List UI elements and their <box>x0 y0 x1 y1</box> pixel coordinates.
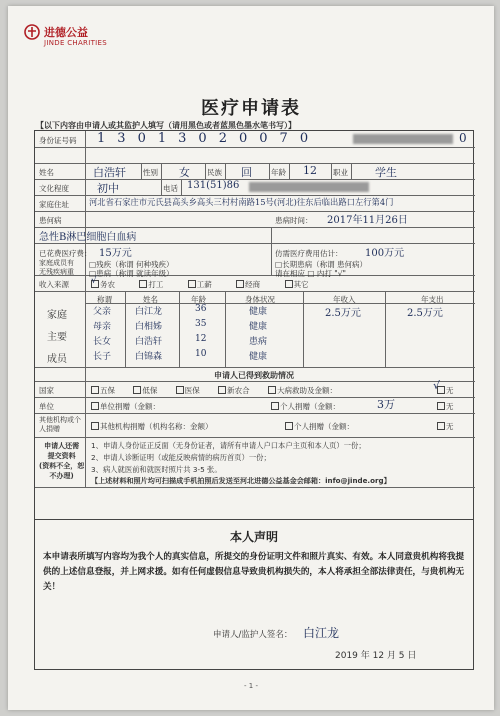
signature-label: 申请人/监护人签名： <box>213 630 293 640</box>
aid-section-title: 申请人已得到救助情况 <box>214 371 294 380</box>
gender-value: 女 <box>179 166 190 179</box>
age-label: 年龄 <box>271 168 286 177</box>
sign-date: 2019 年 12 月 5 日 <box>335 651 417 661</box>
other-none-checkbox[interactable]: 无 <box>437 421 454 432</box>
ethnicity-label: 民族 <box>207 168 222 177</box>
applicant-name: 白浩轩 <box>93 166 126 179</box>
other-personal-checkbox[interactable]: 个人捐赠（金额： <box>285 421 354 432</box>
income-source-label: 收入来源 <box>39 280 69 289</box>
illness-label: 患何病 <box>39 216 62 225</box>
jinde-logo-icon <box>24 24 40 40</box>
illness-value: 急性B淋巴细胞白血病 <box>39 232 137 243</box>
fm-header-expense: 年支出 <box>421 295 444 304</box>
declaration-box <box>34 520 474 670</box>
fm-header-income: 年收入 <box>333 295 356 304</box>
id-number-label: 身份证号码 <box>39 136 77 145</box>
state-none-check-mark: √ <box>433 379 441 392</box>
other-org-checkbox[interactable]: 其他机构捐赠（机构名称：金额） <box>91 421 213 432</box>
onset-label: 患病时间： <box>275 216 313 225</box>
disabled-option[interactable]: □残疾（称谓 何种残疾） <box>89 260 174 269</box>
doc-item: 1、申请人身份证正反面（无身份证者，请所有申请人户口本户主页和本人页）一份； <box>91 441 366 450</box>
occupation-label: 职业 <box>333 168 348 177</box>
id-last-digit: 0 <box>459 131 467 145</box>
state-dibao-checkbox[interactable]: 低保 <box>133 386 157 395</box>
id-redaction <box>353 134 453 144</box>
age-value: 12 <box>303 164 317 177</box>
declaration-body: 本申请表所填写内容均为我个人的真实信息，所提交的身份证明文件和照片真实、有效。本人同意贵机构将我提供的上述信息登报，并上网求援。如有任何虚假信息导致贵机构损失的，本人将承担全部法律责任，与贵机构无关！ <box>43 552 465 592</box>
annual-expense: 2.5万元 <box>407 308 443 319</box>
address-value: 河北省石家庄市元氏县高头乡高头三村村南路15号(河北)往东后临出路口左行第4门 <box>89 197 394 207</box>
signature-value: 白江龙 <box>303 626 340 640</box>
income-other-checkbox[interactable]: 其它 <box>285 280 309 289</box>
education-label: 文化程度 <box>39 184 69 193</box>
cost-estimate-value: 100万元 <box>365 248 405 259</box>
cost-spent-value: 15万元 <box>99 248 132 259</box>
phone-label: 电话 <box>163 184 178 193</box>
cost-estimate-label: 仿需医疗费用估计： <box>275 249 343 258</box>
education-value: 初中 <box>97 182 119 195</box>
fill-instruction: 【以下内容由申请人或其监护人填写（请用黑色或者蓝黑色墨水笔书写）】 <box>36 121 296 130</box>
income-salary-checkbox[interactable]: 工薪 <box>188 280 212 289</box>
phone-value: 131(51)86 <box>187 180 240 191</box>
personal-donation-checkbox[interactable]: 个人捐赠（金额： <box>271 401 340 412</box>
doc-email-note: 【上述材料和照片均可扫描成手机拍照后发送至河北进德公益基金会邮箱：info@jinde.org】 <box>91 476 391 485</box>
doc-item: 3、病人就医前和就医时照片共 3-5 张。 <box>91 465 222 474</box>
family-sick-label: 家庭成员有 无残疾病重 <box>39 259 74 276</box>
unit-none-checkbox[interactable]: 无 <box>437 401 454 412</box>
others-label: 其他机构或个 人捐赠 <box>39 416 81 433</box>
state-options <box>91 385 337 396</box>
doc-item: 2、申请人诊断证明（或能反映病情的病历首页）一份； <box>91 453 271 462</box>
income-source-options <box>91 276 309 290</box>
annual-income: 2.5万元 <box>325 308 361 319</box>
brand-name-cn: 进德公益 <box>44 26 88 39</box>
income-work-checkbox[interactable]: 打工 <box>139 280 163 289</box>
fm-header-name: 姓名 <box>143 295 158 304</box>
phone-redaction <box>249 182 369 192</box>
onset-value: 2017年11月26日 <box>327 215 408 226</box>
cost-spent-label: 已花费医疗费： <box>39 249 92 258</box>
form-title: 医疗申请表 <box>201 98 301 119</box>
ethnicity-value: 回 <box>241 166 252 179</box>
name-label: 姓名 <box>39 168 54 177</box>
id-number-digits: 13013020070 <box>97 131 321 146</box>
unit-donation-checkbox[interactable]: 单位捐赠（金额： <box>91 401 160 412</box>
address-label: 家庭住址 <box>39 200 69 209</box>
income-farming-checkbox[interactable]: √ 务农 <box>91 276 115 289</box>
state-major-illness-checkbox[interactable]: 大病救助及金额： <box>268 386 337 395</box>
state-label: 国家 <box>39 386 54 395</box>
income-business-checkbox[interactable]: 经商 <box>236 280 260 289</box>
state-xinnonghe-checkbox[interactable]: 新农合 <box>218 386 250 395</box>
state-none-checkbox[interactable]: 无 <box>437 385 454 396</box>
chronic-option[interactable]: □长期患病（称谓 患何病） <box>275 260 367 269</box>
brand-logo <box>24 24 114 54</box>
personal-donation-amount: 3万 <box>377 398 395 411</box>
gender-label: 性别 <box>143 168 158 177</box>
occupation-value: 学生 <box>375 166 397 179</box>
fm-header-health: 身体状况 <box>245 295 275 304</box>
family-members-label: 家庭 主要 成员 <box>47 310 67 365</box>
fill-hint: 请在相应 □ 内打 "√" <box>275 269 346 278</box>
application-form-sheet <box>8 6 494 710</box>
unit-label: 单位 <box>39 402 54 411</box>
brand-name-en: JINDE CHARITIES <box>44 39 107 47</box>
docs-label: 申请人还需 提交资料 (资料不全，恕 不办理) <box>39 442 85 480</box>
state-yibao-checkbox[interactable]: 医保 <box>176 386 200 395</box>
fm-header-relation: 称谓 <box>97 295 112 304</box>
declaration-title: 本人声明 <box>229 530 278 544</box>
state-wubao-checkbox[interactable]: 五保 <box>91 386 115 395</box>
treatment-option[interactable]: □患病（称谓 就读年级） <box>89 269 174 278</box>
fm-header-age: 年龄 <box>191 295 206 304</box>
application-table: 身份证号码 13013020070 0 姓名 白浩轩 性别 女 民族 回 年龄 12 职业 学生 文化程度 初中 电话 131(51)86 家庭住址 河北省石家庄市元氏县高头乡高头三村村南路15号(河北)往东后临出路口左行第4门 患何病 急性B淋巴细胞白血病 患病时间： 2017年11月26日 已花费医疗费： 15万元 仿需医疗费用估计： 100万元 家庭成员有 无残疾病重 □残疾（称谓 何种残疾） □长期患病（称谓 患何病） □患病（称谓 就读年级） 请在相应 □ 内打 "√" 收入来源 √ 务农 打工 工薪 经商 其它 家庭 主要 成员 称谓 姓名 年龄 身体状况 年收入 年支出 父亲 白江龙 36 健康 母亲 白相姊 35 健康 长女 白浩轩 12 患病 长子 白锦森 10 健康 2.5万元 2.5万元 申请人已得到救助情况 国家 五保 低保 医保 新农合 大病救助及金额： 无 √ 单位 单位捐赠（金额： 个人捐赠（金额： 3万 无 其他机构或个 人捐赠 其他机构捐赠（机构名称：金额） 个人捐赠（金额： 无 申请人还需 提交资料 (资料不全，恕 不办理) 1、申请人身份证正反面（无身份证者，请所有申请人户口本户主页和本人页）一份； 2、申请人诊断证明（或能反映病情的病历首页）一份； 3、病人就医前和就医时照片共 3-5 张。 【上述材料和照片均可扫描成手机拍照后发送至河北进德公益基金会邮箱：info@jinde.org】 <box>34 130 474 520</box>
page-number: - 1 - <box>244 682 258 690</box>
